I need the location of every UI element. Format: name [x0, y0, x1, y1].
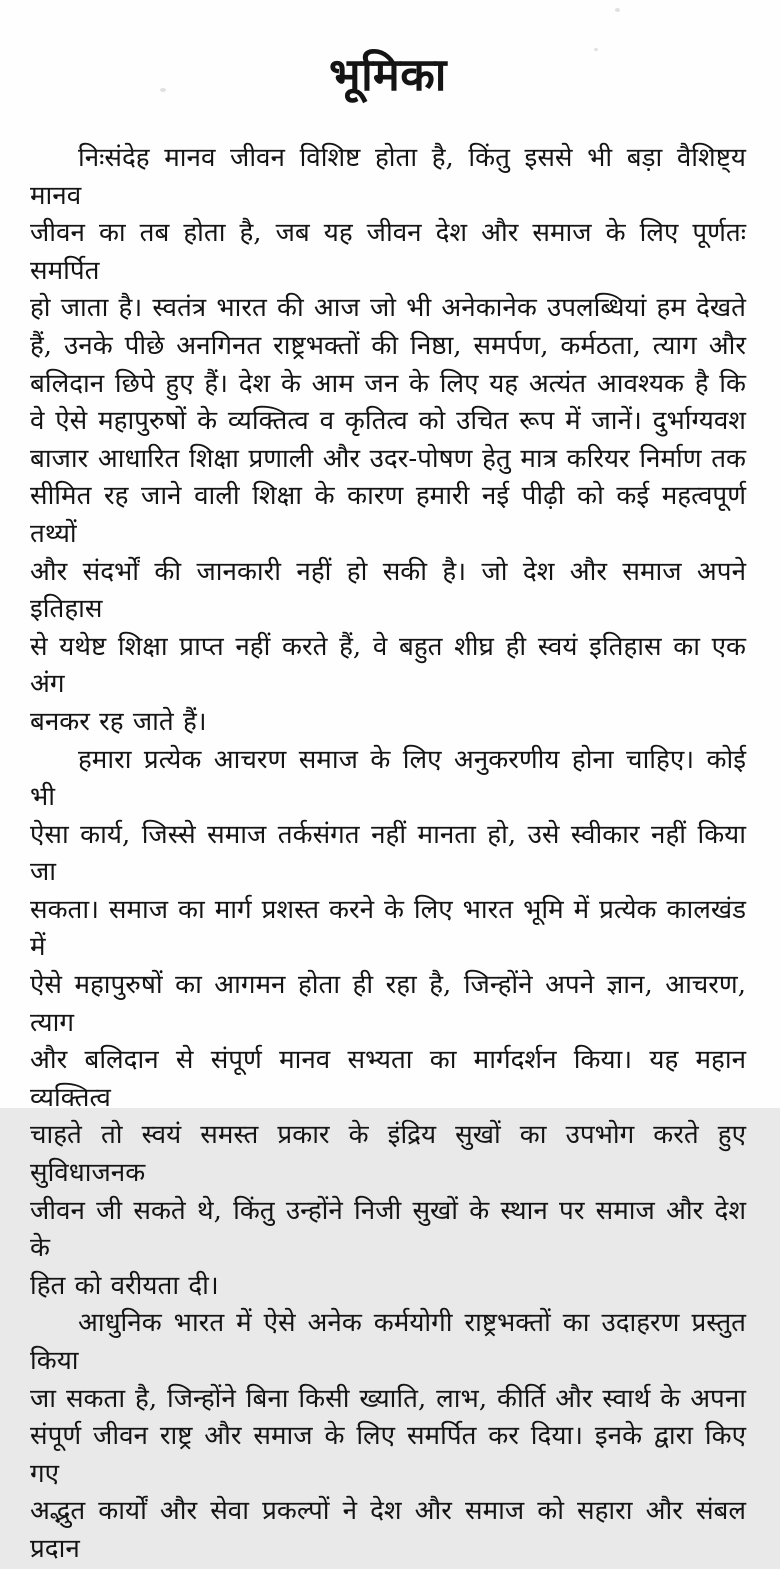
- text-line: अद्भुत कार्यों और सेवा प्रकल्पों ने देश और समाज को सहारा और संबल प्रदान: [30, 1496, 746, 1564]
- scan-speck: [594, 48, 598, 51]
- text-line: बनकर रह जाते हैं।: [30, 706, 207, 737]
- text-line: ऐसे महापुरुषों का आगमन होता ही रहा है, जिन्होंने अपने ज्ञान, आचरण, त्याग: [30, 970, 746, 1038]
- text-line: वे ऐसे महापुरुषों के व्यक्तित्व व कृतित्व को उचित रूप में जानें। दुर्भाग्यवश: [30, 406, 746, 437]
- scan-speck: [160, 88, 166, 92]
- text-line: सकता। समाज का मार्ग प्रशस्त करने के लिए भारत भूमि में प्रत्येक कालखंड में: [30, 894, 746, 963]
- text-line: हैं, उनके पीछे अनगिनत राष्ट्रभक्तों की निष्ठा, समर्पण, कर्मठता, त्याग और: [30, 330, 746, 361]
- text-line: हो जाता है। स्वतंत्र भारत की आज जो भी अनेकानेक उपलब्धियां हम देखते: [30, 293, 746, 324]
- page-title: भूमिका: [329, 48, 447, 101]
- text-line: और संदर्भों की जानकारी नहीं हो सकी है। जो देश और समाज अपने इतिहास: [30, 556, 746, 625]
- text-line: आधुनिक भारत में ऐसे अनेक कर्मयोगी राष्ट्रभक्तों का उदाहरण प्रस्तुत किया: [30, 1308, 746, 1376]
- text-line: निःसंदेह मानव जीवन विशिष्ट होता है, किंतु इससे भी बड़ा वैशिष्ट्य मानव: [30, 143, 746, 211]
- text-line: हमारा प्रत्येक आचरण समाज के लिए अनुकरणीय होना चाहिए। कोई भी: [30, 744, 746, 813]
- text-line: से यथेष्ट शिक्षा प्राप्त नहीं करते हैं, वे बहुत शीघ्र ही स्वयं इतिहास का एक अंग: [30, 631, 746, 700]
- text-line: सीमित रह जाने वाली शिक्षा के कारण हमारी नई पीढ़ी को कई महत्वपूर्ण तथ्यों: [30, 481, 746, 549]
- text-line: चाहते तो स्वयं समस्त प्रकार के इंद्रिय सुखों का उपभोग करते हुए सुविधाजनक: [30, 1120, 746, 1189]
- page-content: [30, 140, 746, 1569]
- text-line: और बलिदान से संपूर्ण मानव सभ्यता का मार्गदर्शन किया। यह महान व्यक्तित्व: [30, 1045, 746, 1113]
- text-line: बाजार आधारित शिक्षा प्रणाली और उदर-पोषण हेतु मात्र करियर निर्माण तक: [30, 443, 746, 474]
- text-line: संपूर्ण जीवन राष्ट्र और समाज के लिए समर्पित कर दिया। इनके द्वारा किए गए: [30, 1421, 746, 1489]
- text-line: हित को वरीयता दी।: [30, 1270, 219, 1301]
- scan-speck: [615, 8, 620, 12]
- text-line: जीवन जी सकते थे, किंतु उन्होंने निजी सुखों के स्थान पर समाज और देश के: [30, 1195, 746, 1264]
- text-line: जा सकता है, जिन्होंने बिना किसी ख्याति, लाभ, कीर्ति और स्वार्थ के अपना: [30, 1383, 746, 1414]
- text-line: बलिदान छिपे हुए हैं। देश के आम जन के लिए यह अत्यंत आवश्यक है कि: [30, 368, 746, 399]
- text-line: जीवन का तब होता है, जब यह जीवन देश और समाज के लिए पूर्णतः समर्पित: [30, 218, 746, 286]
- text-line: ऐसा कार्य, जिस्से समाज तर्कसंगत नहीं मानता हो, उसे स्वीकार नहीं किया जा: [30, 819, 746, 888]
